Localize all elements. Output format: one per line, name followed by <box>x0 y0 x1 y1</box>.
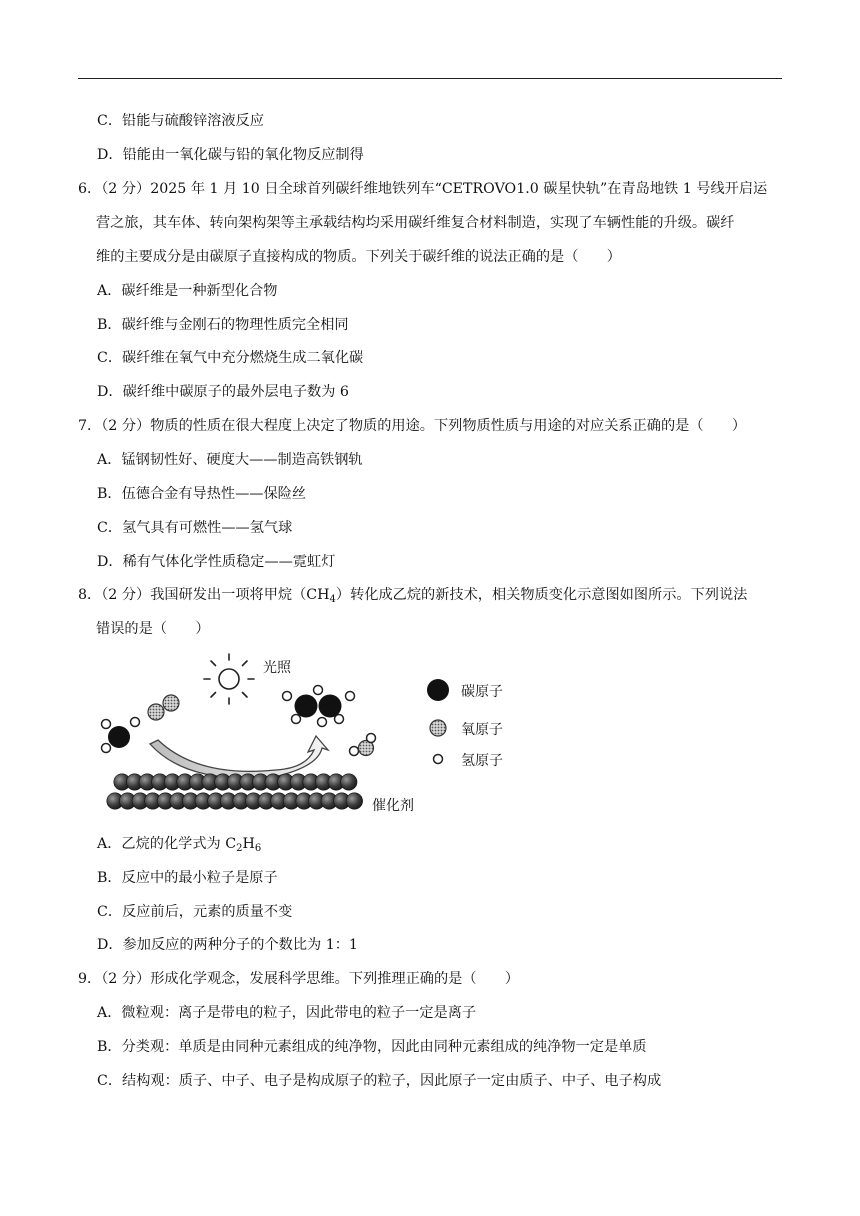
light-label: 光照 <box>263 660 291 676</box>
q9-option-a: A．微粒观：离子是带电的粒子，因此带电的粒子一定是离子 <box>97 1005 477 1021</box>
q9-option-c: C．结构观：质子、中子、电子是构成原子的粒子，因此原子一定由质子、中子、电子构成 <box>97 1073 662 1089</box>
q7-option-d: D．稀有气体化学性质稳定——霓虹灯 <box>97 554 336 570</box>
q6-line1: 6．（2 分）2025 年 1 月 10 日全球首列碳纤维地铁列车“CETROVO1.0 碳星快轨”在青岛地铁 1 号线开启运 <box>78 181 768 197</box>
q6-line3: 维的主要成分是由碳原子直接构成的物质。下列关于碳纤维的说法正确的是（ ） <box>96 249 621 265</box>
oxygen-hydrogen-molecule <box>350 734 376 756</box>
catalyst-ball <box>346 793 362 809</box>
q9-option-b: B．分类观：单质是由同种元素组成的纯净物，因此由同种元素组成的纯净物一定是单质 <box>97 1039 647 1055</box>
option-d-prev: D．铅能由一氧化碳与铅的氧化物反应制得 <box>97 147 364 163</box>
catalyst-ball <box>341 774 357 790</box>
header-rule <box>78 78 782 79</box>
legend-oxygen-icon <box>430 720 446 736</box>
ethane-molecule <box>283 686 355 727</box>
methane-molecule <box>102 718 140 753</box>
q7-option-a: A．锰钢韧性好、硬度大——制造高铁钢轨 <box>97 452 363 468</box>
q6-line2: 营之旅，其车体、转向架构架等主承载结构均采用碳纤维复合材料制造，实现了车辆性能的升级。碳纤 <box>96 215 735 231</box>
q7-option-b: B．伍德合金有导热性——保险丝 <box>97 486 307 502</box>
q8-option-a: A．乙烷的化学式为 $C_2H_6$ <box>97 836 262 854</box>
q8-option-d: D．参加反应的两种分子的个数比为 1：1 <box>97 937 358 953</box>
legend <box>427 679 503 769</box>
option-c-prev: C．铅能与硫酸锌溶液反应 <box>97 113 264 129</box>
q6-option-d: D．碳纤维中碳原子的最外层电子数为 6 <box>97 384 349 400</box>
legend-hydrogen-label: 氢原子 <box>461 753 503 769</box>
q9-line1: 9．（2 分）形成化学观念，发展科学思维。下列推理正确的是（ ） <box>78 971 520 987</box>
catalyst-surface <box>107 774 363 809</box>
q6-option-b: B．碳纤维与金刚石的物理性质完全相同 <box>97 317 349 333</box>
q8-line2: 错误的是（ ） <box>96 621 210 637</box>
q6-option-a: A．碳纤维是一种新型化合物 <box>97 283 278 299</box>
sun-icon <box>204 654 254 704</box>
q7-option-c: C．氢气具有可燃性——氢气球 <box>97 520 293 536</box>
q8-option-c: C．反应前后，元素的质量不变 <box>97 904 293 920</box>
q8-line1: 8．（2 分）我国研发出一项将甲烷$(CH_4)$转化成乙烷的新技术，相关物质变化示意图如图所示。下列说法 <box>78 587 748 605</box>
q8-option-b: B．反应中的最小粒子是原子 <box>97 870 278 886</box>
q7-line1: 7．（2 分）物质的性质在很大程度上决定了物质的用途。下列物质性质与用途的对应关系正确的是（ ） <box>78 418 747 434</box>
reaction-diagram <box>98 648 518 824</box>
legend-oxygen-label: 氧原子 <box>461 722 503 738</box>
reaction-arrow-icon <box>150 736 328 778</box>
oxygen-molecule-left <box>148 695 179 720</box>
legend-carbon-icon <box>427 679 449 701</box>
legend-carbon-label: 碳原子 <box>461 684 503 700</box>
q6-option-c: C．碳纤维在氧气中充分燃烧生成二氧化碳 <box>97 350 364 366</box>
catalyst-label: 催化剂 <box>372 798 414 814</box>
legend-hydrogen-icon <box>434 755 443 764</box>
